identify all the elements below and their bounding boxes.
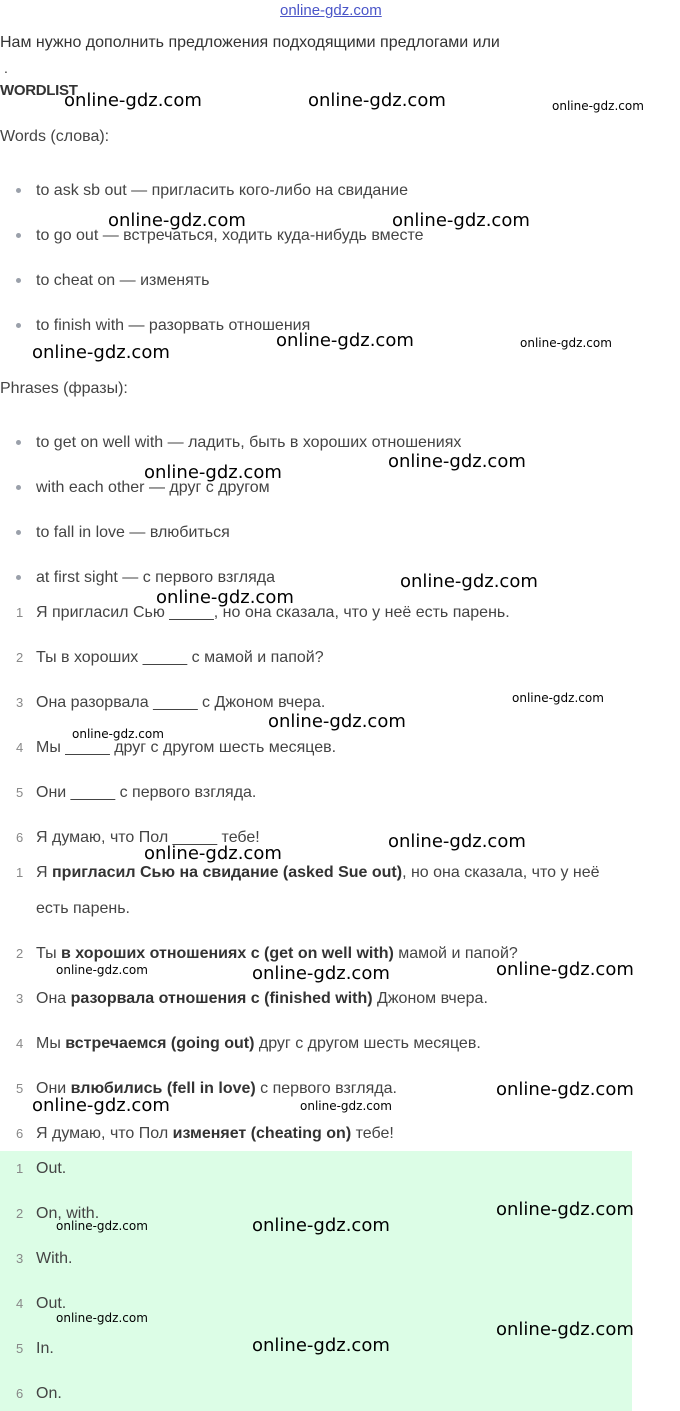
phrase-item: to fall in love — влюбиться	[16, 524, 230, 542]
answer-item: 3 With.	[16, 1250, 73, 1267]
watermark: online-gdz.com	[276, 330, 414, 351]
phrases-label: Phrases (фразы):	[0, 380, 128, 397]
bullet-dot	[16, 233, 21, 238]
task-item: 2 Ты в хороших _____ с мамой и папой?	[16, 649, 324, 666]
task-item: 3 Она разорвала _____ с Джоном вчера.	[16, 694, 326, 711]
watermark: online-gdz.com	[496, 959, 634, 980]
watermark: online-gdz.com	[144, 462, 282, 483]
watermark: online-gdz.com	[64, 90, 202, 111]
words-label: Words (слова):	[0, 128, 110, 145]
word-item: to ask sb out — пригласить кого-либо на свидание	[16, 182, 408, 200]
word-item: to go out — встречаться, ходить куда-нибудь вместе	[16, 227, 424, 245]
intro-dot: .	[4, 60, 8, 76]
intro-text: Нам нужно дополнить предложения подходящими предлогами или	[0, 34, 500, 51]
translation-continuation: есть парень.	[36, 900, 130, 917]
watermark: online-gdz.com	[268, 711, 406, 732]
watermark: online-gdz.com	[72, 727, 164, 741]
bullet-dot	[16, 188, 21, 193]
watermark: online-gdz.com	[496, 1079, 634, 1100]
answer-item: 5 In.	[16, 1340, 54, 1357]
watermark: online-gdz.com	[400, 571, 538, 592]
phrase-item: to get on well with — ладить, быть в хороших отношениях	[16, 434, 461, 452]
watermark: online-gdz.com	[32, 342, 170, 363]
bullet-dot	[16, 323, 21, 328]
watermark: online-gdz.com	[496, 1199, 634, 1220]
translation-item: 5 Они влюбились (fell in love) с первого взгляда.	[16, 1080, 397, 1097]
watermark: online-gdz.com	[552, 99, 644, 113]
word-item: to cheat on — изменять	[16, 272, 209, 290]
task-item: 6 Я думаю, что Пол _____ тебе!	[16, 829, 260, 846]
translation-item: 1 Я пригласил Сью на свидание (asked Sue out), но она сказала, что у неё	[16, 864, 600, 881]
bullet-dot	[16, 575, 21, 580]
watermark: online-gdz.com	[252, 1335, 390, 1356]
watermark: online-gdz.com	[392, 210, 530, 231]
task-item: 4 Мы _____ друг с другом шесть месяцев.	[16, 739, 337, 756]
bullet-dot	[16, 485, 21, 490]
bullet-dot	[16, 278, 21, 283]
watermark: online-gdz.com	[144, 843, 282, 864]
translation-item: 4 Мы встречаемся (going out) друг с другом шесть месяцев.	[16, 1035, 481, 1052]
watermark: online-gdz.com	[32, 1095, 170, 1116]
site-title-link[interactable]: online-gdz.com	[280, 2, 382, 19]
translation-item: 6 Я думаю, что Пол изменяет (cheating on) тебе!	[16, 1125, 394, 1142]
watermark: online-gdz.com	[56, 963, 148, 977]
answers-box	[0, 1151, 632, 1411]
answer-item: 2 On, with.	[16, 1205, 100, 1222]
watermark: online-gdz.com	[512, 691, 604, 705]
watermark: online-gdz.com	[56, 1219, 148, 1233]
translation-item: 3 Она разорвала отношения с (finished with) Джоном вчера.	[16, 990, 488, 1007]
watermark: online-gdz.com	[156, 587, 294, 608]
watermark: online-gdz.com	[496, 1319, 634, 1340]
bullet-dot	[16, 530, 21, 535]
phrase-item: with each other — друг с другом	[16, 479, 270, 497]
watermark: online-gdz.com	[300, 1099, 392, 1113]
watermark: online-gdz.com	[56, 1311, 148, 1325]
task-item: 5 Они _____ с первого взгляда.	[16, 784, 257, 801]
wordlist-heading: WORDLIST	[0, 82, 78, 99]
watermark: online-gdz.com	[308, 90, 446, 111]
phrase-item: at first sight — с первого взгляда	[16, 569, 275, 587]
watermark: online-gdz.com	[520, 336, 612, 350]
task-item: 1 Я пригласил Сью _____, но она сказала, что у неё есть парень.	[16, 604, 510, 621]
answer-item: 1 Out.	[16, 1160, 67, 1177]
word-item: to finish with — разорвать отношения	[16, 317, 310, 335]
watermark: online-gdz.com	[388, 451, 526, 472]
bullet-dot	[16, 440, 21, 445]
watermark: online-gdz.com	[252, 963, 390, 984]
answer-item: 6 On.	[16, 1385, 62, 1402]
watermark: online-gdz.com	[252, 1215, 390, 1236]
answer-item: 4 Out.	[16, 1295, 67, 1312]
watermark: online-gdz.com	[388, 831, 526, 852]
watermark: online-gdz.com	[108, 210, 246, 231]
translation-item: 2 Ты в хороших отношениях с (get on well with) мамой и папой?	[16, 945, 518, 962]
